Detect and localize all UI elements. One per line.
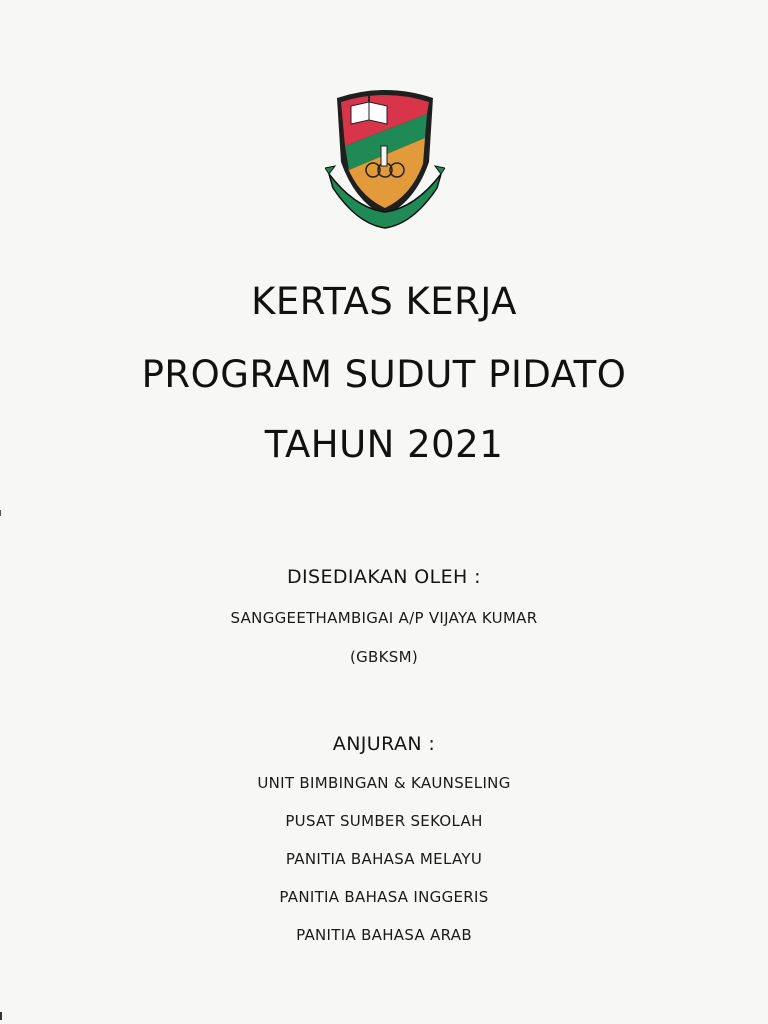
organizer-item: PANITIA BAHASA INGGERIS	[279, 888, 489, 906]
organizer-item: UNIT BIMBINGAN & KAUNSELING	[257, 774, 511, 792]
organizers-label: ANJURAN :	[332, 733, 436, 755]
organizer-item: PUSAT SUMBER SEKOLAH	[285, 812, 483, 830]
document-title-line-1: KERTAS KERJA	[251, 280, 517, 323]
preparer-name: SANGGEETHAMBIGAI A/P VIJAYA KUMAR	[230, 609, 538, 627]
organizer-item: PANITIA BAHASA MELAYU	[285, 850, 483, 868]
scan-artifact	[0, 1012, 2, 1020]
preparer-role: (GBKSM)	[349, 648, 419, 666]
organizer-item: PANITIA BAHASA ARAB	[296, 926, 472, 944]
school-crest-logo	[325, 84, 445, 234]
document-title-line-2: PROGRAM SUDUT PIDATO	[141, 353, 627, 396]
scan-artifact	[0, 510, 1, 516]
document-title-line-3: TAHUN 2021	[264, 423, 504, 466]
prepared-by-label: DISEDIAKAN OLEH :	[287, 566, 481, 588]
